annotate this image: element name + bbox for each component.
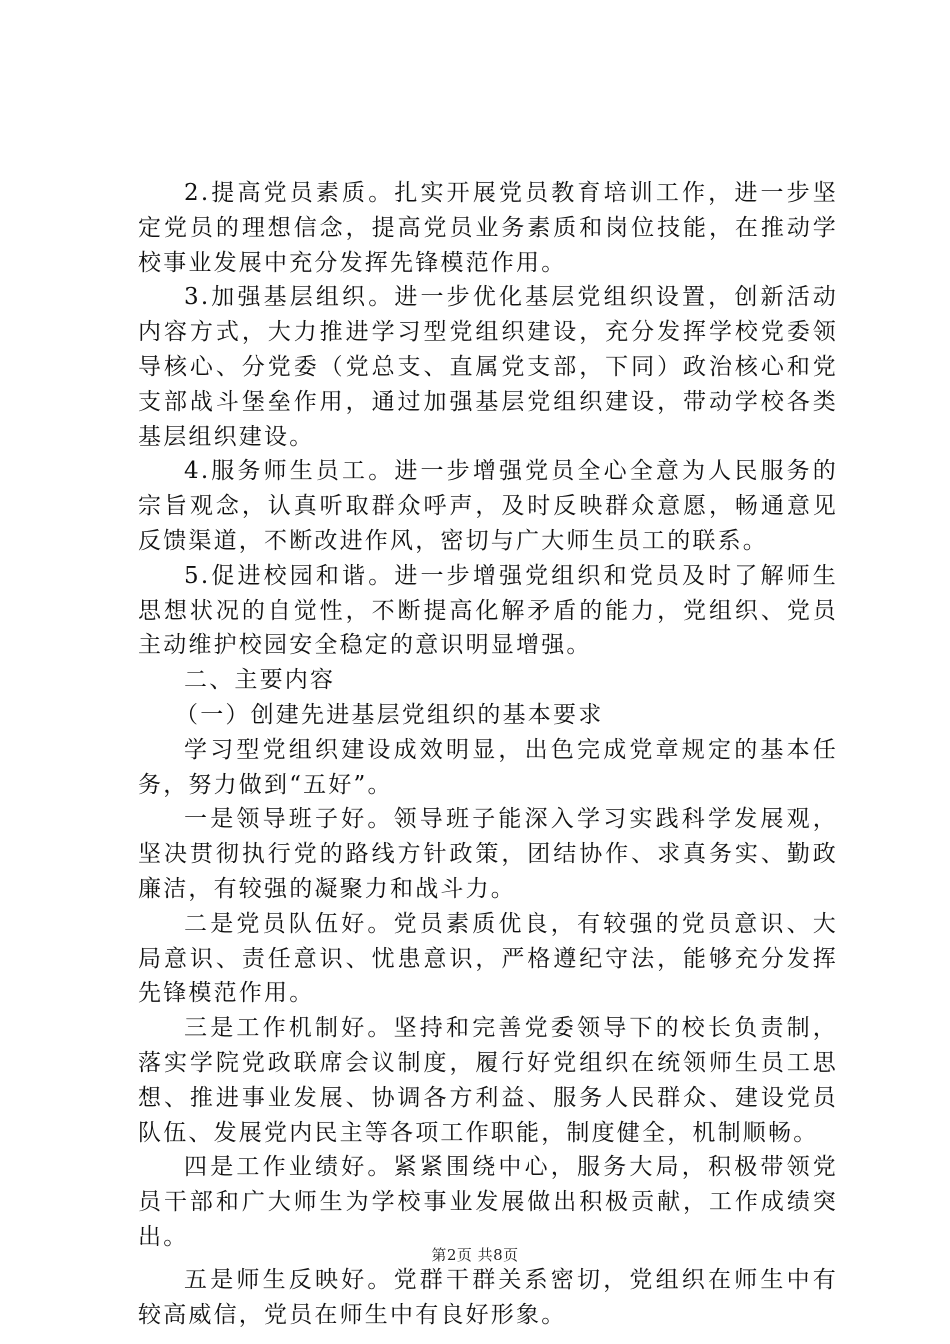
paragraph-item-2: 2.提高党员素质。扎实开展党员教育培训工作，进一步坚定党员的理想信念，提高党员业务素质和岗位技能，在推动学校事业发展中充分发挥先锋模范作用。	[138, 180, 838, 276]
paragraph-item-4: 4.服务师生员工。进一步增强党员全心全意为人民服务的宗旨观念，认真听取群众呼声，及时反映群众意愿，畅通意见反馈渠道，不断改进作风，密切与广大师生员工的联系。	[138, 458, 838, 554]
paragraph-work-mechanism: 三是工作机制好。坚持和完善党委领导下的校长负责制，落实学院党政联席会议制度，履行好党组织在统领师生员工思想、推进事业发展、协调各方利益、服务人民群众、建设党员队伍、发展党内民主等各项工作职能，制度健全，机制顺畅。	[138, 1015, 838, 1146]
paragraph-work-performance: 四是工作业绩好。紧紧围绕中心，服务大局，积极带领党员干部和广大师生为学校事业发展做出积极贡献，工作成绩突出。	[138, 1154, 838, 1250]
paragraph-party-members: 二是党员队伍好。党员素质优良，有较强的党员意识、大局意识、责任意识、忧患意识，严格遵纪守法，能够充分发挥先锋模范作用。	[138, 910, 838, 1007]
paragraph-five-goods-intro: 学习型党组织建设成效明显，出色完成党章规定的基本任务，努力做到“五好”。	[138, 736, 838, 798]
paragraph-feedback: 五是师生反映好。党群干群关系密切，党组织在师生中有较高威信，党员在师生中有良好形象。	[138, 1266, 838, 1328]
subsection-heading-basic-requirements: （一）创建先进基层党组织的基本要求	[175, 701, 604, 728]
paragraph-leadership: 一是领导班子好。领导班子能深入学习实践科学发展观，坚决贯彻执行党的路线方针政策，团结协作、求真务实、勤政廉洁，有较强的凝聚力和战斗力。	[138, 806, 838, 902]
paragraph-item-3: 3.加强基层组织。进一步优化基层党组织设置，创新活动内容方式，大力推进学习型党组织建设，充分发挥学校党委领导核心、分党委（党总支、直属党支部，下同）政治核心和党支部战斗堡垒作用，通过加强基层党组织建设，带动学校各类基层组织建设。	[138, 284, 838, 450]
section-heading-main-content: 二、主要内容	[184, 667, 336, 694]
document-body	[138, 176, 838, 1332]
page-footer: 第2页 共8页	[431, 1246, 519, 1264]
paragraph-item-5: 5.促进校园和谐。进一步增强党组织和党员及时了解师生思想状况的自觉性，不断提高化解矛盾的能力，党组织、党员主动维护校园安全稳定的意识明显增强。	[138, 562, 838, 659]
